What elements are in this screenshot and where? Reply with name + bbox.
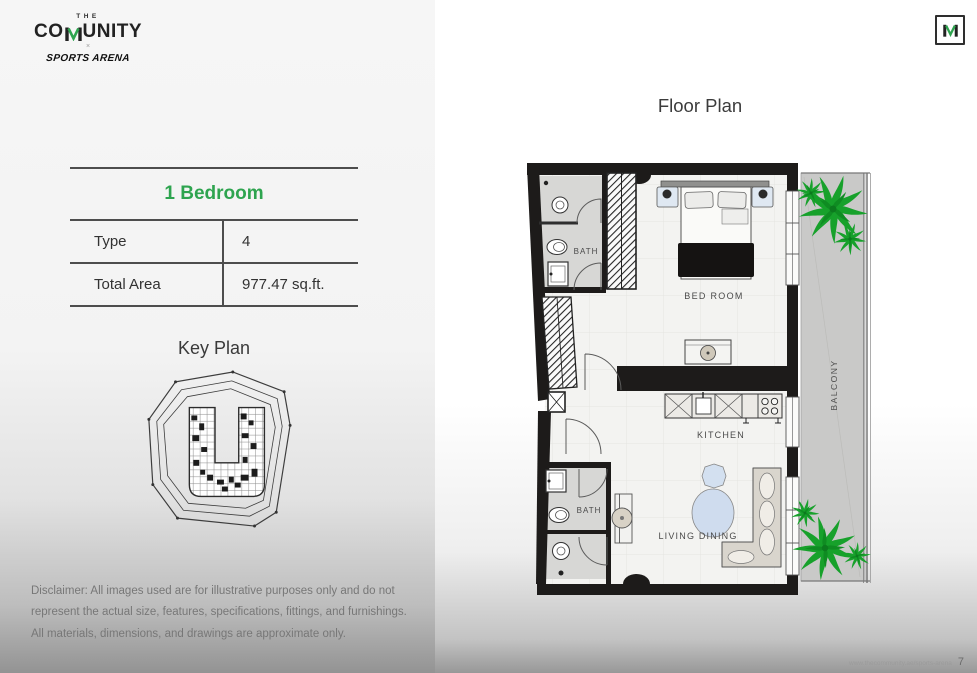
brand-m-icon (65, 27, 82, 41)
dining-table (612, 494, 632, 543)
right-panel (435, 0, 977, 673)
unit-title: 1 Bedroom (164, 183, 264, 204)
page-footer (849, 656, 964, 668)
row-label: Total Area (70, 264, 224, 305)
site-boundary (149, 372, 290, 526)
key-plan-drawing (138, 366, 296, 534)
brand-subbrand: SPORTS ARENA (45, 53, 131, 64)
disclaimer-line: represent the actual size, features, specifications, fittings, and furnishings. (31, 606, 407, 619)
disclaimer-line: Disclaimer: All images used are for illustrative purposes only and do not (31, 585, 395, 597)
row-value: 977.47 sq.ft. (242, 276, 325, 293)
bedroom-label: BED ROOM (684, 291, 744, 301)
brand-cross: × (85, 43, 91, 50)
footer-url: www.thecommunity.ae/sports-arena (849, 660, 952, 667)
row-value: 4 (242, 233, 251, 250)
balcony-label: BALCONY (829, 359, 839, 411)
left-panel (0, 0, 435, 673)
balcony-area (801, 173, 871, 583)
brand-wordmark-post: UNITY (82, 21, 142, 42)
footer-page-number: 7 (957, 656, 964, 668)
brand-logo (28, 13, 148, 64)
disclaimer-line: All materials, dimensions, and drawings are approximate only. (31, 627, 346, 640)
brand-wordmark-pre: CO (34, 21, 64, 42)
floor-plan-drawing (515, 147, 905, 602)
table-row (70, 219, 358, 262)
bath-top-label: BATH (573, 247, 599, 256)
brand-m-badge (935, 15, 965, 45)
living-dining-label: LIVING DINING (658, 531, 738, 541)
floor-plan-title: Floor Plan (657, 95, 743, 116)
bath-bottom-label: BATH (576, 506, 602, 515)
row-label: Type (70, 221, 224, 262)
brand-wordmark (28, 22, 148, 41)
shaft-box (548, 392, 565, 412)
brand-m-icon (943, 24, 958, 37)
key-plan-title: Key Plan (177, 338, 251, 358)
disclaimer (31, 581, 407, 645)
unit-spec-table (70, 167, 358, 307)
brand-the: THE (76, 13, 100, 20)
kitchen-label: KITCHEN (697, 430, 745, 440)
table-row (70, 262, 358, 307)
dresser (685, 340, 731, 364)
building-footprint (189, 408, 264, 497)
